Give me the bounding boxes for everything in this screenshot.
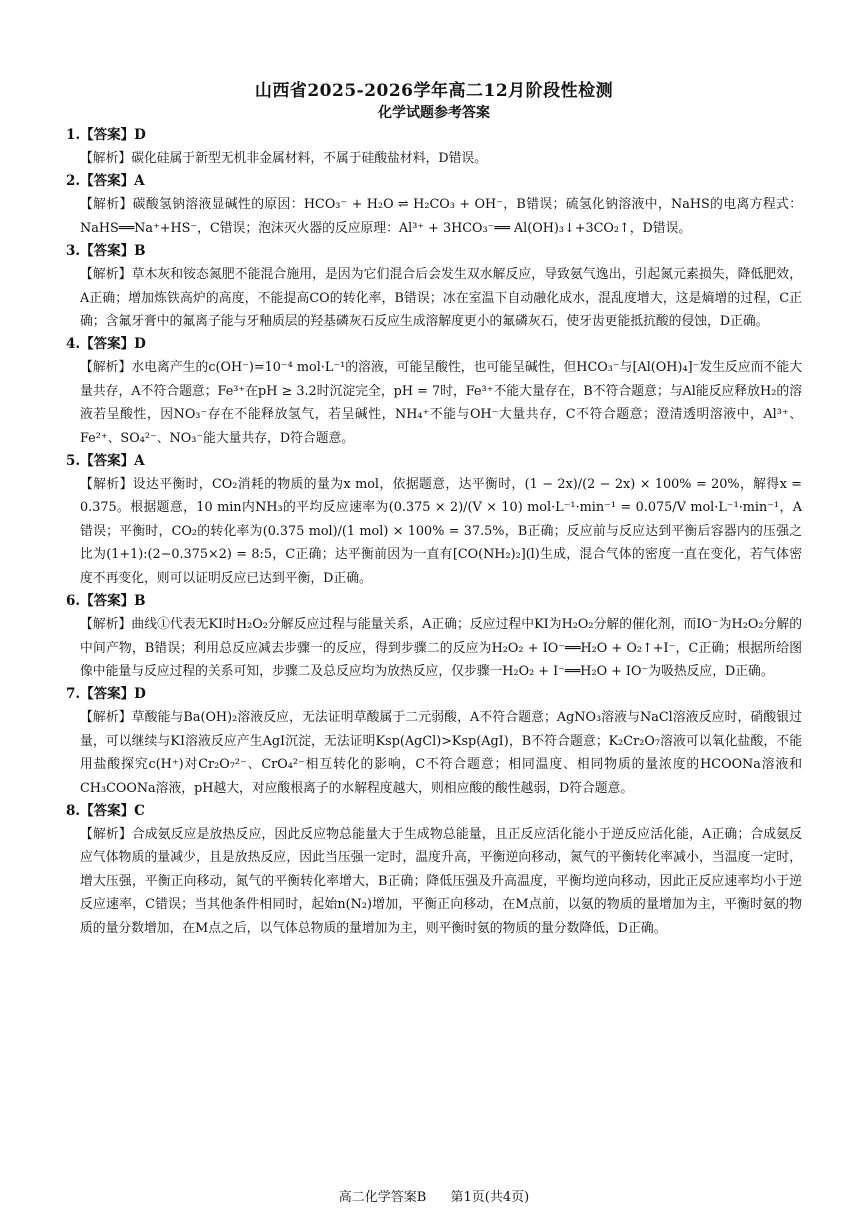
page-footer [0, 1186, 868, 1205]
document-title: 山西省2025-2026学年高二12月阶段性检测 [254, 81, 614, 101]
answer-label: 6.【答案】B [66, 593, 146, 610]
answer-label: 3.【答案】B [66, 243, 146, 260]
explanation-text: 【解析】曲线①代表无KI时H₂O₂分解反应过程与能量关系，A正确；反应过程中KI为H₂O₂分解的催化剂，而IO⁻为H₂O₂分解的中间产物，B错误；利用总反应减去步骤一的反应，得到步骤二的反应为H₂O₂ + IO⁻══H₂O + O₂↑+I⁻，C正确；根据所给图像中能量与反应过程的关系可知，步骤二及总反应均为放热反应，仅步骤一H₂O₂ + I⁻══H₂O + IO⁻为吸热反应，D正确。 [80, 617, 802, 679]
question-3 [66, 240, 802, 333]
question-7 [66, 683, 802, 800]
answer-label: 2.【答案】A [66, 173, 145, 190]
explanation-text: 【解析】水电离产生的c(OH⁻)=10⁻⁴ mol·L⁻¹的溶液，可能呈酸性，也可能呈碱性，但HCO₃⁻与[Al(OH)₄]⁻发生反应而不能大量共存，A不符合题意；Fe³⁺在pH ≥ 3.2时沉淀完全，pH = 7时，Fe³⁺不能大量存在，B不符合题意；与Al能反应释放H₂的溶液若呈酸性，因NO₃⁻存在不能释放氢气，若呈碱性，NH₄⁺不能与OH⁻大量共存，C不符合题意；澄清透明溶液中，Al³⁺、Fe²⁺、SO₄²⁻、NO₃⁻能大量共存，D符合题意。 [80, 360, 802, 446]
answer-list [66, 124, 802, 940]
answer-label: 7.【答案】D [66, 686, 146, 703]
explanation-text: 【解析】设达平衡时，CO₂消耗的物质的量为x mol，依据题意，达平衡时，(1 − 2x)/(2 − 2x) × 100% = 20%，解得x = 0.375。根据题意，10 min内NH₃的平均反应速率为(0.375 × 2)/(V × 10) mol·L⁻¹·min⁻¹ = 0.075/V mol·L⁻¹·min⁻¹，A错误；平衡时，CO₂的转化率为(0.375 mol)/(1 mol) × 100% = 37.5%，B正确；反应前与反应达到平衡后容器内的压强之比为(1+1):(2−0.375×2) = 8:5，C正确；达平衡前因为一直有[CO(NH₂)₂](l)生成，混合气体的密度一直在变化，若气体密度不再变化，则可以证明反应已达到平衡，D正确。 [80, 477, 802, 586]
answer-label: 8.【答案】C [66, 802, 145, 819]
question-4 [66, 333, 802, 450]
explanation-text: 【解析】草酸能与Ba(OH)₂溶液反应，无法证明草酸属于二元弱酸，A不符合题意；AgNO₃溶液与NaCl溶液反应时，硝酸银过量，可以继续与KI溶液反应产生AgI沉淀，无法证明Ksp(AgCl)>Ksp(AgI)，B不符合题意；K₂Cr₂O₇溶液可以氧化盐酸，不能用盐酸探究c(H⁺)对Cr₂O₇²⁻、CrO₄²⁻相互转化的影响，C不符合题意；相同温度、相同物质的量浓度的HCOONa溶液和CH₃COONa溶液，pH越大，对应酸根离子的水解程度越大，则相应酸的酸性越弱，D符合题意。 [80, 710, 802, 796]
footer-page-number: 第1页(共4页) [450, 1190, 530, 1205]
answer-label: 5.【答案】A [66, 453, 145, 470]
question-6 [66, 590, 802, 683]
explanation-text: 【解析】碳酸氢钠溶液显碱性的原因：HCO₃⁻ + H₂O ⇌ H₂CO₃ + OH⁻，B错误；硫氢化钠溶液中，NaHS的电离方程式：NaHS══Na⁺+HS⁻，C错误；泡沫灭火器的反应原理：Al³⁺ + 3HCO₃⁻══ Al(OH)₃↓+3CO₂↑，D错误。 [80, 197, 802, 236]
explanation-text: 【解析】碳化硅属于新型无机非金属材料，不属于硅酸盐材料，D错误。 [80, 151, 487, 166]
answer-label: 1.【答案】D [66, 127, 146, 143]
footer-subject: 高二化学答案B [338, 1190, 427, 1205]
question-2 [66, 170, 802, 240]
question-5 [66, 450, 802, 590]
question-1 [66, 124, 802, 170]
explanation-text: 【解析】草木灰和铵态氮肥不能混合施用，是因为它们混合后会发生双水解反应，导致氨气逸出，引起氮元素损失，降低肥效，A正确；增加炼铁高炉的高度，不能提高CO的转化率，B错误；冰在室温下自动融化成水，混乱度增大，这是熵增的过程，C正确；含氟牙膏中的氟离子能与牙釉质层的羟基磷灰石反应生成溶解度更小的氟磷灰石，使牙齿更能抵抗酸的侵蚀，D正确。 [80, 267, 802, 330]
explanation-text: 【解析】合成氨反应是放热反应，因此反应物总能量大于生成物总能量，且正反应活化能小于逆反应活化能，A正确；合成氨反应气体物质的量减少，且是放热反应，因此当压强一定时，温度升高，平衡逆向移动，氮气的平衡转化率减小，当温度一定时，增大压强，平衡正向移动，氮气的平衡转化率增大，B正确；降低压强及升高温度，平衡均逆向移动，因此正反应速率均小于逆反应速率，C错误；当其他条件相同时，起始n(N₂)增加，平衡正向移动，在M点前，以氨的物质的量增加为主，平衡时氨的物质的量分数增加，在M点之后，以气体总物质的量增加为主，则平衡时氨的物质的量分数降低，D正确。 [80, 826, 802, 936]
answer-label: 4.【答案】D [66, 336, 146, 353]
document-subtitle: 化学试题参考答案 [378, 105, 490, 121]
question-8 [66, 800, 802, 940]
